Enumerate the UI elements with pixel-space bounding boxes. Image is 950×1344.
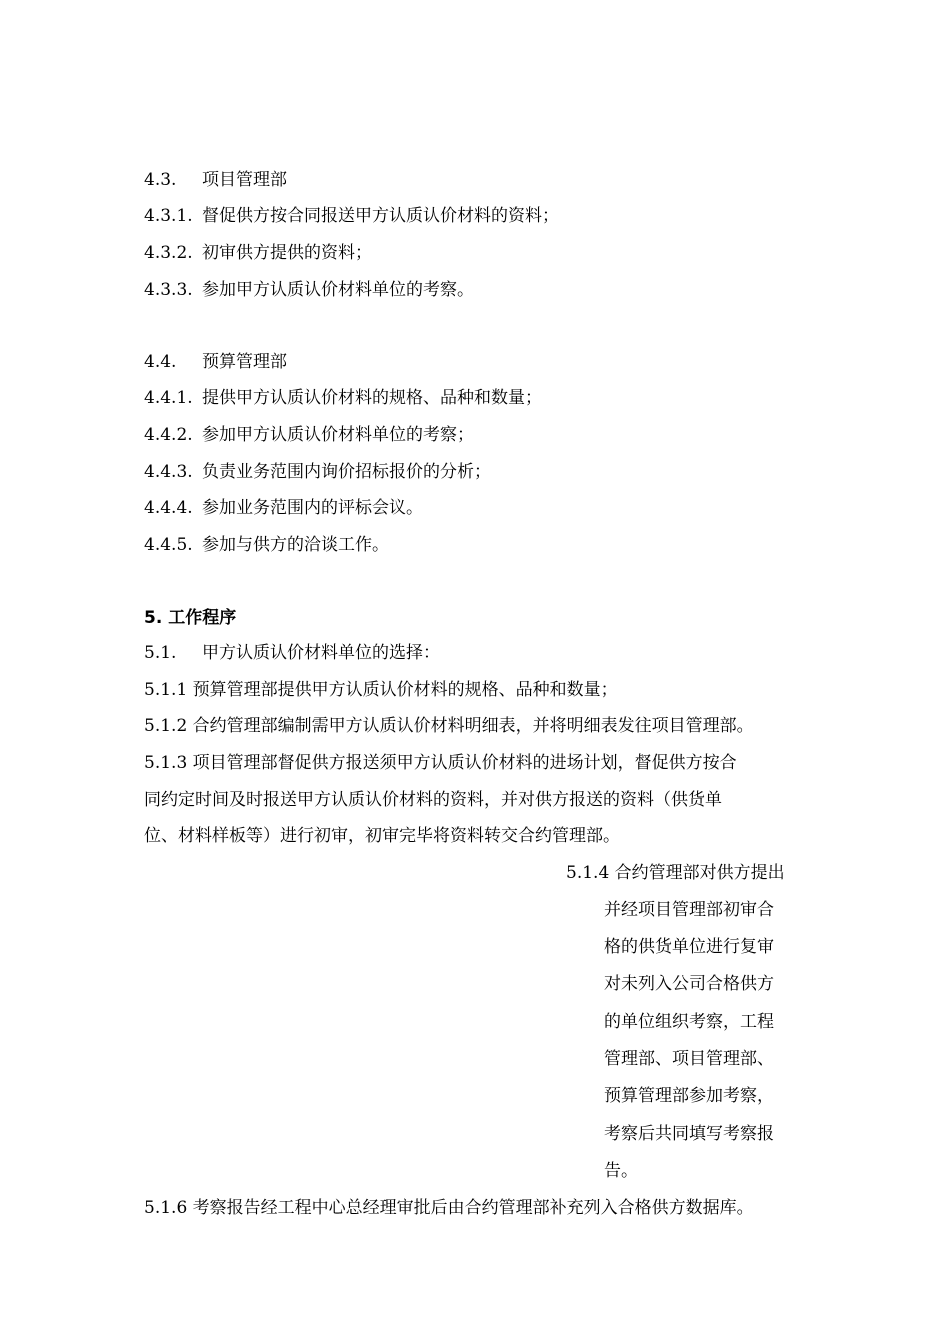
- list-item: [144, 423, 474, 447]
- item-text: 督促供方按合同报送甲方认质认价材料的资料；: [202, 206, 559, 226]
- paragraph-5-1-3-line: 5.1.3 项目管理部督促供方报送须甲方认质认价材料的进场计划，督促供方按合: [144, 753, 737, 773]
- paragraph-5-1-4-line: 的单位组织考察，工程: [604, 1012, 774, 1032]
- item-text: 参加业务范围内的评标会议。: [202, 498, 423, 518]
- item-text: 参加与供方的洽谈工作。: [202, 535, 389, 555]
- item-text: 提供甲方认质认价材料的规格、品种和数量；: [202, 388, 542, 408]
- item-number: 4.4.1.: [144, 388, 193, 408]
- paragraph-5-1-4-line: 管理部、项目管理部、: [604, 1049, 774, 1069]
- item-number: 4.3.2.: [144, 243, 193, 263]
- item-text: 负责业务范围内询价招标报价的分析；: [202, 462, 491, 482]
- section-title: 甲方认质认价材料单位的选择：: [202, 643, 440, 663]
- section-number: 4.3.: [144, 170, 177, 190]
- item-number: 4.4.3.: [144, 462, 193, 482]
- paragraph-5-1-4-line: 预算管理部参加考察，: [604, 1086, 774, 1106]
- paragraph-5-1-4-first-line: 5.1.4 合约管理部对供方提出: [566, 863, 785, 883]
- paragraph-5-1-4-line: 格的供货单位进行复审: [604, 937, 774, 957]
- list-item: [144, 386, 542, 410]
- section-4-3-heading: [144, 168, 287, 192]
- paragraph-5-1-4-line: 考察后共同填写考察报: [604, 1124, 774, 1144]
- list-item: [144, 204, 559, 228]
- list-item: [144, 496, 423, 520]
- item-number: 4.4.4.: [144, 498, 193, 518]
- section-number: 5.1.: [144, 643, 177, 663]
- paragraph-5-1-6: 5.1.6 考察报告经工程中心总经理审批后由合约管理部补充列入合格供方数据库。: [144, 1198, 754, 1218]
- list-item: [144, 533, 389, 557]
- section-title: 项目管理部: [202, 170, 287, 190]
- paragraph-5-1-3-line: 同约定时间及时报送甲方认质认价材料的资料，并对供方报送的资料（供货单: [144, 790, 722, 810]
- item-text: 初审供方提供的资料；: [202, 243, 372, 263]
- item-number: 4.3.3.: [144, 280, 193, 300]
- list-item: [144, 278, 474, 302]
- list-item: [144, 241, 372, 265]
- section-number: 4.4.: [144, 352, 177, 372]
- section-5-heading: 5. 工作程序: [144, 608, 237, 628]
- paragraph-5-1-2: 5.1.2 合约管理部编制需甲方认质认价材料明细表，并将明细表发往项目管理部。: [144, 716, 754, 736]
- paragraph-5-1-1: 5.1.1 预算管理部提供甲方认质认价材料的规格、品种和数量；: [144, 680, 618, 700]
- item-text: 参加甲方认质认价材料单位的考察。: [202, 280, 474, 300]
- item-number: 4.4.5.: [144, 535, 193, 555]
- paragraph-5-1-4-line: 对未列入公司合格供方: [604, 974, 774, 994]
- list-item: [144, 460, 491, 484]
- item-text: 参加甲方认质认价材料单位的考察；: [202, 425, 474, 445]
- item-number: 4.3.1.: [144, 206, 193, 226]
- paragraph-5-1-3-line: 位、材料样板等）进行初审，初审完毕将资料转交合约管理部。: [144, 826, 620, 846]
- subsection-5-1-heading: [144, 641, 440, 665]
- paragraph-5-1-4-line: 并经项目管理部初审合: [604, 900, 774, 920]
- section-4-4-heading: [144, 350, 287, 374]
- item-number: 4.4.2.: [144, 425, 193, 445]
- section-title: 预算管理部: [202, 352, 287, 372]
- paragraph-5-1-4-line: 告。: [604, 1161, 638, 1181]
